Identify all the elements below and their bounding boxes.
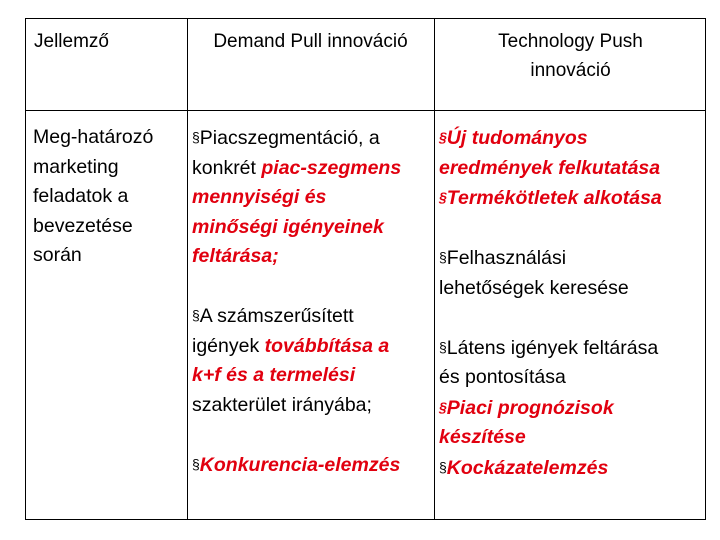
tech-text: Felhasználási <box>446 247 567 269</box>
bullet-icon: § <box>439 338 447 355</box>
bullet-icon: § <box>192 307 200 323</box>
tech-highlight: készítése <box>439 426 526 448</box>
header-demand-pull: Demand Pull innováció <box>213 31 408 52</box>
row-label <box>33 123 153 271</box>
demand-text: A számszerűsített <box>199 305 354 327</box>
column-divider <box>434 19 435 519</box>
column-divider <box>187 19 188 519</box>
header-technology-push <box>434 27 707 85</box>
tech-highlight: Új tudományos <box>446 127 588 149</box>
row-label-line: Meg-határozó <box>33 126 154 148</box>
tech-text: lehetőségek keresése <box>439 276 629 299</box>
header-technology-push-line1: Technology Push <box>498 31 643 52</box>
demand-highlight: Konkurencia-elemzés <box>199 453 401 476</box>
tech-highlight: Termékötletek alkotása <box>446 187 662 209</box>
technology-push-content <box>439 123 705 483</box>
tech-text: Látens igények feltárása <box>446 336 659 359</box>
bullet-icon: § <box>439 129 447 145</box>
header-technology-push-line2: innováció <box>530 60 611 81</box>
demand-highlight: mennyiségi és <box>192 186 327 208</box>
tech-highlight: eredmények felkutatása <box>439 156 661 179</box>
demand-text: Piacszegmentáció, a <box>199 127 380 149</box>
demand-highlight: minőségi igényeinek <box>192 215 384 238</box>
demand-highlight: piac-szegmens <box>261 156 402 179</box>
bullet-icon: § <box>439 189 447 205</box>
bullet-icon: § <box>439 249 447 265</box>
bullet-icon: § <box>192 129 200 145</box>
tech-text: és pontosítása <box>439 366 566 388</box>
bullet-icon: § <box>439 458 447 475</box>
header-jellemzo: Jellemző <box>34 31 109 52</box>
tech-highlight: Piaci prognózisok <box>446 396 614 419</box>
row-label-line: marketing <box>33 155 119 178</box>
comparison-table <box>25 18 706 520</box>
demand-text: szakterület irányába; <box>192 393 372 416</box>
demand-highlight: k+f és a termelési <box>192 364 356 386</box>
demand-highlight: feltárása; <box>192 245 279 267</box>
bullet-icon: § <box>192 455 200 472</box>
row-label-line: feladatok a <box>33 185 129 207</box>
row-label-line: során <box>33 244 82 266</box>
demand-highlight: továbbítása a <box>264 334 390 357</box>
bullet-icon: § <box>439 398 447 415</box>
tech-highlight: Kockázatelemzés <box>446 456 609 479</box>
header-divider <box>26 110 705 111</box>
row-label-line: bevezetése <box>33 214 133 237</box>
demand-text: konkrét <box>192 156 262 179</box>
demand-pull-content <box>192 123 432 480</box>
demand-text: igények <box>192 334 265 357</box>
